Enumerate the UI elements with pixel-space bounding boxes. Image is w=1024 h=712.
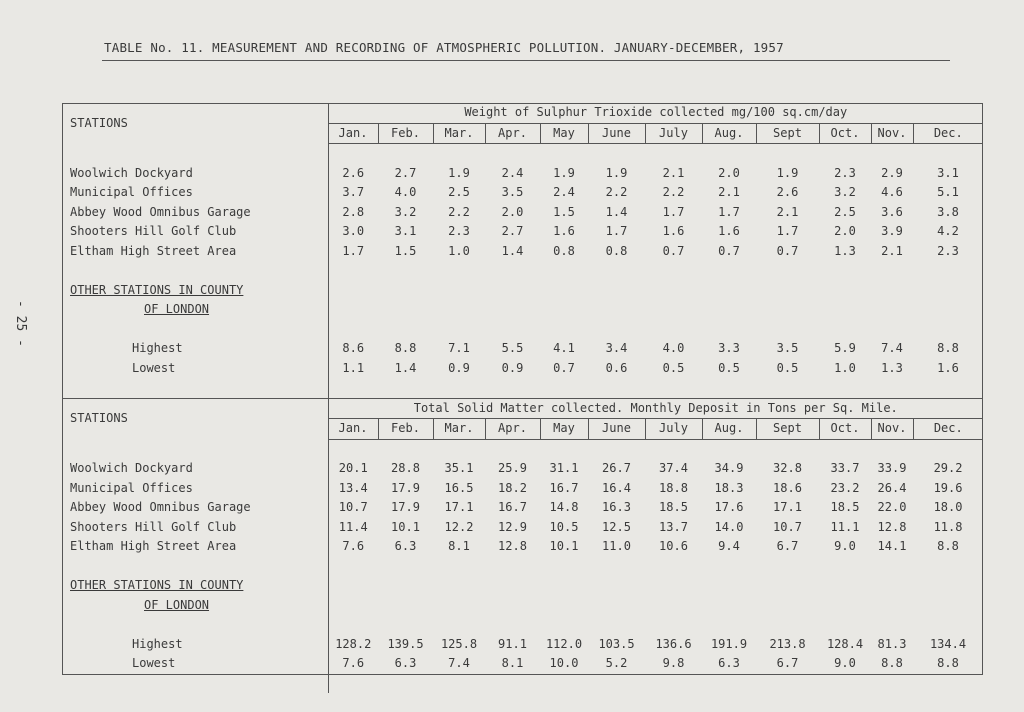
value-cell: 1.3 <box>881 360 903 375</box>
lowest-label: Lowest <box>132 656 176 670</box>
value-cell: 8.8 <box>937 341 959 355</box>
value-cell: 7.4 <box>448 656 470 670</box>
blank-cell <box>328 596 983 616</box>
lowest-label: Lowest <box>132 360 176 375</box>
highest-row <box>62 339 983 359</box>
value-cell: 3.3 <box>718 341 740 355</box>
month-header: Nov. <box>871 123 913 144</box>
table-row <box>62 242 983 262</box>
month-header: Feb. <box>378 419 433 440</box>
value-cell: 17.1 <box>444 500 474 514</box>
highest-label: Highest <box>132 636 183 651</box>
spacer-row <box>62 557 983 577</box>
value-cell: 16.7 <box>549 480 579 495</box>
spacer-cell <box>62 557 328 577</box>
value-cell: 18.2 <box>498 480 527 495</box>
value-cell: 2.9 <box>881 165 903 180</box>
other-stations-row <box>62 596 983 616</box>
value-cell: 34.9 <box>714 461 744 475</box>
page-number: - 25 - <box>13 300 28 347</box>
value-cell: 2.3 <box>937 243 959 258</box>
value-cell: 18.5 <box>830 500 860 514</box>
other-stations-row <box>62 300 983 320</box>
value-cell: 12.8 <box>877 519 907 534</box>
month-header: Nov. <box>871 419 913 440</box>
value-cell: 1.5 <box>394 243 417 258</box>
value-cell: 4.1 <box>553 341 575 355</box>
month-header: Dec. <box>913 123 983 144</box>
spacer-row <box>62 439 983 459</box>
value-cell: 0.6 <box>605 360 628 375</box>
value-cell: 12.8 <box>498 539 527 553</box>
value-cell: 0.7 <box>718 243 740 258</box>
blank-cell <box>328 300 983 320</box>
value-cell: 8.8 <box>937 539 959 553</box>
value-cell: 13.7 <box>659 519 688 534</box>
value-cell: 2.7 <box>394 165 417 180</box>
value-cell: 1.0 <box>834 360 856 375</box>
value-cell: 1.6 <box>553 224 575 238</box>
value-cell: 18.0 <box>933 500 963 514</box>
value-cell: 9.0 <box>834 656 856 670</box>
value-cell: 16.7 <box>498 500 527 514</box>
month-header: Mar. <box>433 419 485 440</box>
highest-label: Highest <box>132 341 183 355</box>
value-cell: 35.1 <box>444 461 474 475</box>
month-header: June <box>588 419 645 440</box>
month-header: Mar. <box>433 123 485 144</box>
value-cell: 16.4 <box>602 480 631 495</box>
table-title: TABLE No. 11. MEASUREMENT AND RECORDING OF ATMOSPHERIC POLLUTION. JANUARY-DECEMBER, 1957 <box>104 40 784 55</box>
value-cell: 1.4 <box>394 360 417 375</box>
month-header: Oct. <box>819 419 871 440</box>
spacer-row <box>62 615 983 635</box>
value-cell: 6.3 <box>718 656 740 670</box>
stations-header: STATIONS <box>62 398 328 439</box>
month-header: Jan. <box>328 419 378 440</box>
spacer-row <box>62 378 983 398</box>
spacer-cell <box>62 144 328 164</box>
spacer-cell <box>328 557 983 577</box>
value-cell: 1.6 <box>718 224 740 238</box>
table-row <box>62 164 983 184</box>
value-cell: 125.8 <box>440 636 478 651</box>
value-cell: 2.7 <box>501 224 524 238</box>
value-cell: 8.8 <box>881 656 903 670</box>
lowest-row <box>62 359 983 379</box>
value-cell: 3.6 <box>881 204 903 219</box>
value-cell: 1.4 <box>501 243 524 258</box>
other-stations-label: OTHER STATIONS IN COUNTY <box>70 578 244 592</box>
month-header: July <box>645 419 702 440</box>
value-cell: 4.0 <box>662 341 685 355</box>
value-cell: 2.1 <box>662 165 685 180</box>
value-cell: 2.1 <box>718 185 740 199</box>
value-cell: 25.9 <box>498 461 527 475</box>
sulphur-heading-row <box>62 103 983 123</box>
spacer-cell <box>62 378 328 398</box>
value-cell: 128.4 <box>826 636 864 651</box>
value-cell: 11.0 <box>602 539 631 553</box>
value-cell: 191.9 <box>710 636 748 651</box>
value-cell: 14.8 <box>549 500 579 514</box>
value-cell: 7.1 <box>448 341 470 355</box>
spacer-cell <box>328 439 983 459</box>
value-cell: 2.5 <box>448 185 470 199</box>
value-cell: 32.8 <box>773 461 802 475</box>
value-cell: 1.9 <box>448 165 470 180</box>
value-cell: 4.6 <box>881 185 903 199</box>
table-row <box>62 498 983 518</box>
value-cell: 1.9 <box>776 165 799 180</box>
value-cell: 18.6 <box>773 480 802 495</box>
month-header: June <box>588 123 645 144</box>
value-cell: 139.5 <box>387 636 424 651</box>
value-cell: 37.4 <box>659 461 688 475</box>
title-underline <box>102 60 950 61</box>
value-cell: 10.0 <box>549 656 579 670</box>
value-cell: 0.8 <box>605 243 628 258</box>
value-cell: 11.4 <box>328 518 378 538</box>
value-cell: 6.7 <box>776 539 799 553</box>
table-row <box>62 222 983 242</box>
spacer-row <box>62 144 983 164</box>
value-cell: 31.1 <box>549 461 579 475</box>
value-cell: 81.3 <box>877 636 907 651</box>
value-cell: 1.1 <box>328 359 378 379</box>
value-cell: 10.7 <box>328 498 378 518</box>
value-cell: 2.2 <box>605 185 628 199</box>
month-header: Feb. <box>378 123 433 144</box>
value-cell: 18.3 <box>714 480 744 495</box>
value-cell: 16.5 <box>444 480 474 495</box>
pollution-table <box>62 103 983 693</box>
spacer-cell <box>62 261 328 281</box>
value-cell: 8.6 <box>328 339 378 359</box>
value-cell: 134.4 <box>929 636 967 651</box>
value-cell: 3.2 <box>394 204 417 219</box>
spacer-cell <box>62 439 328 459</box>
value-cell: 2.5 <box>834 204 856 219</box>
value-cell: 1.7 <box>776 224 799 238</box>
value-cell: 28.8 <box>391 461 420 475</box>
value-cell: 3.0 <box>328 222 378 242</box>
month-header: Aug. <box>702 419 756 440</box>
value-cell: 9.8 <box>662 656 685 670</box>
month-header: Oct. <box>819 123 871 144</box>
other-stations-label: OTHER STATIONS IN COUNTY <box>70 282 244 297</box>
station-name: Eltham High Street Area <box>70 243 237 258</box>
value-cell: 17.1 <box>773 500 802 514</box>
value-cell: 2.0 <box>501 204 524 219</box>
value-cell: 6.3 <box>394 656 417 670</box>
month-header: Apr. <box>485 123 540 144</box>
other-stations-label: OF LONDON <box>144 302 210 316</box>
spacer-row <box>62 261 983 281</box>
table-row <box>62 518 983 538</box>
month-header: Aug. <box>702 123 756 144</box>
lowest-row <box>62 654 983 674</box>
value-cell: 33.7 <box>830 461 860 475</box>
value-cell: 14.0 <box>714 519 744 534</box>
value-cell: 112.0 <box>545 636 583 651</box>
value-cell: 1.7 <box>718 204 740 219</box>
spacer-cell <box>328 261 983 281</box>
month-header: Jan. <box>328 123 378 144</box>
value-cell: 12.2 <box>444 519 474 534</box>
value-cell: 2.0 <box>834 224 856 238</box>
station-name: Municipal Offices <box>70 480 193 495</box>
value-cell: 128.2 <box>328 635 378 655</box>
value-cell: 26.4 <box>877 480 907 495</box>
month-header: May <box>540 123 588 144</box>
spacer-row <box>62 674 983 694</box>
spacer-cell <box>62 320 328 340</box>
value-cell: 1.9 <box>605 165 628 180</box>
table-body <box>62 103 983 693</box>
value-cell: 14.1 <box>877 539 907 553</box>
value-cell: 23.2 <box>830 480 860 495</box>
table-row <box>62 203 983 223</box>
value-cell: 2.1 <box>881 243 903 258</box>
value-cell: 3.9 <box>881 224 903 238</box>
value-cell: 3.4 <box>605 341 628 355</box>
value-cell: 11.8 <box>933 519 963 534</box>
station-name: Shooters Hill Golf Club <box>70 224 237 238</box>
table-row <box>62 459 983 479</box>
value-cell: 0.7 <box>776 243 799 258</box>
value-cell: 1.0 <box>448 243 470 258</box>
value-cell: 12.9 <box>498 519 527 534</box>
value-cell: 18.8 <box>659 480 688 495</box>
value-cell: 4.0 <box>394 185 417 199</box>
value-cell: 5.9 <box>834 341 856 355</box>
value-cell: 10.6 <box>659 539 688 553</box>
value-cell: 18.5 <box>659 500 688 514</box>
month-header: Apr. <box>485 419 540 440</box>
value-cell: 8.1 <box>501 656 524 670</box>
other-stations-row <box>62 281 983 301</box>
spacer-cell <box>328 144 983 164</box>
value-cell: 0.7 <box>553 360 575 375</box>
table-row <box>62 479 983 499</box>
value-cell: 3.8 <box>937 204 959 219</box>
value-cell: 0.8 <box>553 243 575 258</box>
value-cell: 2.3 <box>834 165 856 180</box>
value-cell: 6.3 <box>394 539 417 553</box>
value-cell: 1.5 <box>553 204 575 219</box>
value-cell: 17.6 <box>714 500 744 514</box>
value-cell: 2.0 <box>718 165 740 180</box>
station-name: Shooters Hill Golf Club <box>70 519 237 534</box>
month-header: Sept <box>756 123 819 144</box>
value-cell: 1.7 <box>328 242 378 262</box>
value-cell: 7.6 <box>328 654 378 674</box>
value-cell: 8.1 <box>448 539 470 553</box>
station-name: Abbey Wood Omnibus Garage <box>70 500 251 514</box>
month-header: July <box>645 123 702 144</box>
value-cell: 1.6 <box>937 360 959 375</box>
value-cell: 1.6 <box>662 224 685 238</box>
value-cell: 6.7 <box>776 656 799 670</box>
spacer-cell <box>62 615 328 635</box>
value-cell: 9.4 <box>718 539 740 553</box>
solids-heading: Total Solid Matter collected. Monthly Deposit in Tons per Sq. Mile. <box>328 398 983 419</box>
value-cell: 26.7 <box>602 461 631 475</box>
value-cell: 17.9 <box>391 500 420 514</box>
value-cell: 0.9 <box>501 360 524 375</box>
month-header: May <box>540 419 588 440</box>
value-cell: 8.8 <box>937 656 959 670</box>
value-cell: 3.5 <box>501 185 524 199</box>
value-cell: 10.5 <box>549 519 579 534</box>
value-cell: 13.4 <box>328 479 378 499</box>
other-stations-label: OF LONDON <box>144 597 210 612</box>
stations-header: STATIONS <box>70 115 128 130</box>
value-cell: 22.0 <box>877 500 907 514</box>
table-row <box>62 537 983 557</box>
station-name: Abbey Wood Omnibus Garage <box>70 204 251 219</box>
value-cell: 7.6 <box>328 537 378 557</box>
value-cell: 1.9 <box>553 165 575 180</box>
value-cell: 2.1 <box>776 204 799 219</box>
value-cell: 5.5 <box>501 341 524 355</box>
value-cell: 33.9 <box>877 461 907 475</box>
value-cell: 0.5 <box>662 360 685 375</box>
other-stations-row <box>62 576 983 596</box>
value-cell: 17.9 <box>391 480 420 495</box>
value-cell: 3.2 <box>834 185 856 199</box>
value-cell: 10.7 <box>773 519 802 534</box>
value-cell: 11.1 <box>830 519 860 534</box>
value-cell: 1.3 <box>834 243 856 258</box>
value-cell: 0.9 <box>448 360 470 375</box>
value-cell: 2.4 <box>501 165 524 180</box>
value-cell: 12.5 <box>602 519 631 534</box>
value-cell: 1.7 <box>662 204 685 219</box>
blank-cell <box>328 576 983 596</box>
spacer-row <box>62 320 983 340</box>
blank-cell <box>328 281 983 301</box>
station-name: Municipal Offices <box>70 185 193 199</box>
value-cell: 1.4 <box>605 204 628 219</box>
highest-row <box>62 635 983 655</box>
value-cell: 5.2 <box>605 656 628 670</box>
spacer-cell <box>328 320 983 340</box>
value-cell: 103.5 <box>598 636 635 651</box>
value-cell: 0.5 <box>776 360 799 375</box>
month-header: Sept <box>756 419 819 440</box>
value-cell: 2.8 <box>328 203 378 223</box>
spacer-cell <box>328 378 983 398</box>
value-cell: 0.7 <box>662 243 685 258</box>
station-name: Woolwich Dockyard <box>70 165 193 180</box>
solids-heading-row <box>62 398 983 419</box>
value-cell: 136.6 <box>655 636 692 651</box>
value-cell: 2.6 <box>328 164 378 184</box>
value-cell: 2.4 <box>553 185 575 199</box>
month-header: Dec. <box>913 419 983 440</box>
value-cell: 29.2 <box>933 461 963 475</box>
value-cell: 20.1 <box>328 459 378 479</box>
value-cell: 3.5 <box>776 341 799 355</box>
value-cell: 3.7 <box>328 183 378 203</box>
value-cell: 9.0 <box>834 539 856 553</box>
spacer-cell <box>328 674 983 694</box>
value-cell: 19.6 <box>933 480 963 495</box>
value-cell: 1.7 <box>605 224 628 238</box>
sulphur-heading: Weight of Sulphur Trioxide collected mg/100 sq.cm/day <box>328 103 983 123</box>
value-cell: 8.8 <box>394 341 417 355</box>
value-cell: 7.4 <box>881 341 903 355</box>
value-cell: 4.2 <box>937 224 959 238</box>
value-cell: 213.8 <box>769 636 806 651</box>
spacer-cell <box>62 674 328 694</box>
value-cell: 5.1 <box>937 185 959 199</box>
value-cell: 3.1 <box>394 224 417 238</box>
value-cell: 0.5 <box>718 360 740 375</box>
value-cell: 2.3 <box>448 224 470 238</box>
value-cell: 2.2 <box>448 204 470 219</box>
value-cell: 16.3 <box>602 500 631 514</box>
table-row <box>62 183 983 203</box>
value-cell: 10.1 <box>549 539 579 553</box>
value-cell: 2.6 <box>776 185 799 199</box>
value-cell: 10.1 <box>391 519 420 534</box>
spacer-cell <box>328 615 983 635</box>
station-name: Woolwich Dockyard <box>70 461 193 475</box>
value-cell: 3.1 <box>937 165 959 180</box>
value-cell: 91.1 <box>498 636 527 651</box>
station-name: Eltham High Street Area <box>70 539 237 553</box>
value-cell: 2.2 <box>662 185 685 199</box>
